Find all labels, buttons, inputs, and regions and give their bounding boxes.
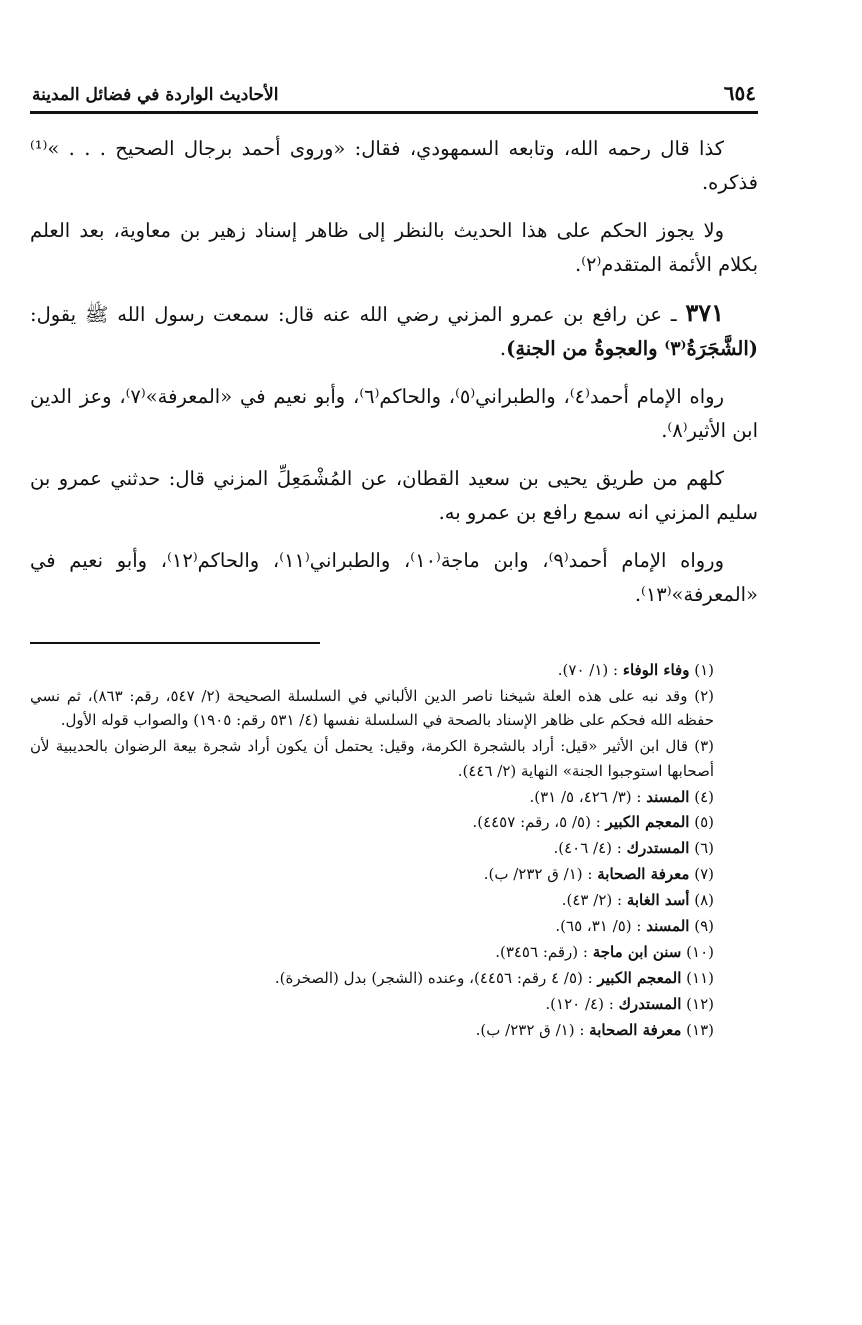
book-page xyxy=(30,70,758,1044)
footnote-source: المعجم الكبير xyxy=(605,813,690,832)
footnote-source: المستدرك xyxy=(626,839,690,858)
footnote-1 xyxy=(30,658,758,682)
footnote-number: (٣) xyxy=(694,737,714,756)
footnote-10 xyxy=(30,940,758,964)
footnote-6 xyxy=(30,836,758,860)
footnote-source: معرفة الصحابة xyxy=(597,865,690,884)
footnote-5 xyxy=(30,810,758,834)
paragraph-1: كذا قال رحمه الله، وتابعه السمهودي، فقال: «وروى أحمد برجال الصحيح . . . »⁽¹⁾ فذكره. xyxy=(30,137,758,194)
footnote-source: معرفة الصحابة xyxy=(589,1020,682,1039)
footnote-text: : (٤/ ٤٠٦). xyxy=(553,839,622,858)
footnote-number: (٤) xyxy=(694,787,714,806)
running-title: الأحاديث الواردة في فضائل المدينة xyxy=(32,85,279,105)
footnote-number: (١٢) xyxy=(686,994,714,1013)
footnote-number: (١١) xyxy=(686,968,714,987)
footnote-2 xyxy=(30,684,758,733)
footnote-number: (١٠) xyxy=(686,942,714,961)
hadith-end: . xyxy=(499,337,507,360)
footnote-text: : (٥/ ٣١، ٦٥). xyxy=(555,917,642,936)
footnote-text: قال ابن الأثير «قيل: أراد بالشجرة الكرمة، وقيل: يحتمل أن يكون أراد شجرة بيعة الرضوان بالحديبية لأن أصحابها استوجبوا الجنة» النهاية (٢/ ٤٤٦). xyxy=(30,737,714,780)
footnote-12 xyxy=(30,992,758,1016)
footnote-text: : (٤/ ١٢٠). xyxy=(545,994,614,1013)
footnote-11 xyxy=(30,966,758,990)
footnote-text: : (٥/ ٤ رقم: ٤٤٥٦)، وعنده (الشجر) بدل (الصخرة). xyxy=(274,968,593,987)
main-text xyxy=(30,132,758,612)
hadith-quote: (الشَّجَرَةُ⁽٣⁾ والعجوةُ من الجنةِ) xyxy=(506,337,758,360)
footnote-text: : (١/ ق ٢٣٢/ ب). xyxy=(475,1020,585,1039)
footnote-4 xyxy=(30,785,758,809)
footnote-8 xyxy=(30,888,758,912)
footnote-source: سنن ابن ماجة xyxy=(592,942,682,961)
footnote-source: المعجم الكبير xyxy=(597,968,682,987)
footnote-number: (٧) xyxy=(694,865,714,884)
page-number: ٦٥٤ xyxy=(723,81,756,105)
paragraph-6: ورواه الإمام أحمد⁽٩⁾، وابن ماجة⁽١٠⁾، والطبراني⁽١١⁾، والحاكم⁽١٢⁾، وأبو نعيم في «المعرفة»⁽١٣⁾. xyxy=(30,549,758,606)
footnote-text: وقد نبه على هذه العلة شيخنا ناصر الدين الألباني في السلسلة الصحيحة (٢/ ٥٤٧، رقم: ٨٦٣)، ثم نسي حفظه الله فحكم على ظاهر الإسناد بالصحة في السلسلة نفسها (٤/ ٥٣١ رقم: ١٩٠٥) والصواب قوله الأول. xyxy=(30,686,714,730)
footnote-text: : (٥/ ٥، رقم: ٤٤٥٧). xyxy=(472,813,601,832)
footnote-number: (٥) xyxy=(694,813,714,832)
footnote-separator xyxy=(30,642,320,644)
footnote-9 xyxy=(30,914,758,938)
footnote-number: (١٣) xyxy=(686,1020,714,1039)
footnote-text: : (رقم: ٣٤٥٦). xyxy=(495,942,588,961)
footnote-source: وفاء الوفاء xyxy=(622,661,690,679)
footnote-number: (٢) xyxy=(694,686,714,705)
footnote-text: : (١/ ٧٠). xyxy=(557,661,619,679)
footnote-text: : (١/ ق ٢٣٢/ ب). xyxy=(483,865,593,884)
hadith-number: ٣٧١ xyxy=(685,298,724,327)
footnote-13 xyxy=(30,1018,758,1042)
footnote-number: (٦) xyxy=(694,839,714,858)
paragraph-2: ولا يجوز الحكم على هذا الحديث بالنظر إلى ظاهر إسناد زهير بن معاوية، بعد العلم بكلام الأئمة المتقدم⁽٢⁾. xyxy=(30,219,758,276)
page-header xyxy=(30,70,758,114)
footnote-number: (١) xyxy=(694,661,714,679)
footnote-source: المسند xyxy=(646,787,690,806)
footnote-source: أسد الغابة xyxy=(626,891,690,910)
footnote-number: (٨) xyxy=(694,891,714,910)
footnote-number: (٩) xyxy=(694,917,714,936)
footnote-text: : (٢/ ٤٣). xyxy=(561,891,623,910)
paragraph-5: كلهم من طريق يحيى بن سعيد القطان، عن المُشْمَعِلِّ المزني قال: حدثني عمرو بن سليم المزني انه سمع رافع بن عمرو به. xyxy=(30,467,758,524)
hadith-paragraph xyxy=(30,296,758,366)
footnote-3 xyxy=(30,734,758,783)
footnote-7 xyxy=(30,862,758,886)
hadith-text: ـ عن رافع بن عمرو المزني رضي الله عنه قال: سمعت رسول الله ﷺ يقول: xyxy=(30,303,686,326)
footnote-source: المسند xyxy=(646,917,690,936)
footnote-text: : (٣/ ٤٢٦، ٥/ ٣١). xyxy=(529,787,642,806)
footnote-source: المستدرك xyxy=(618,994,682,1013)
footnotes xyxy=(30,658,758,1042)
paragraph-4: رواه الإمام أحمد⁽٤⁾، والطبراني⁽٥⁾، والحاكم⁽٦⁾، وأبو نعيم في «المعرفة»⁽٧⁾، وعز الدين ابن الأثير⁽٨⁾. xyxy=(30,385,758,442)
